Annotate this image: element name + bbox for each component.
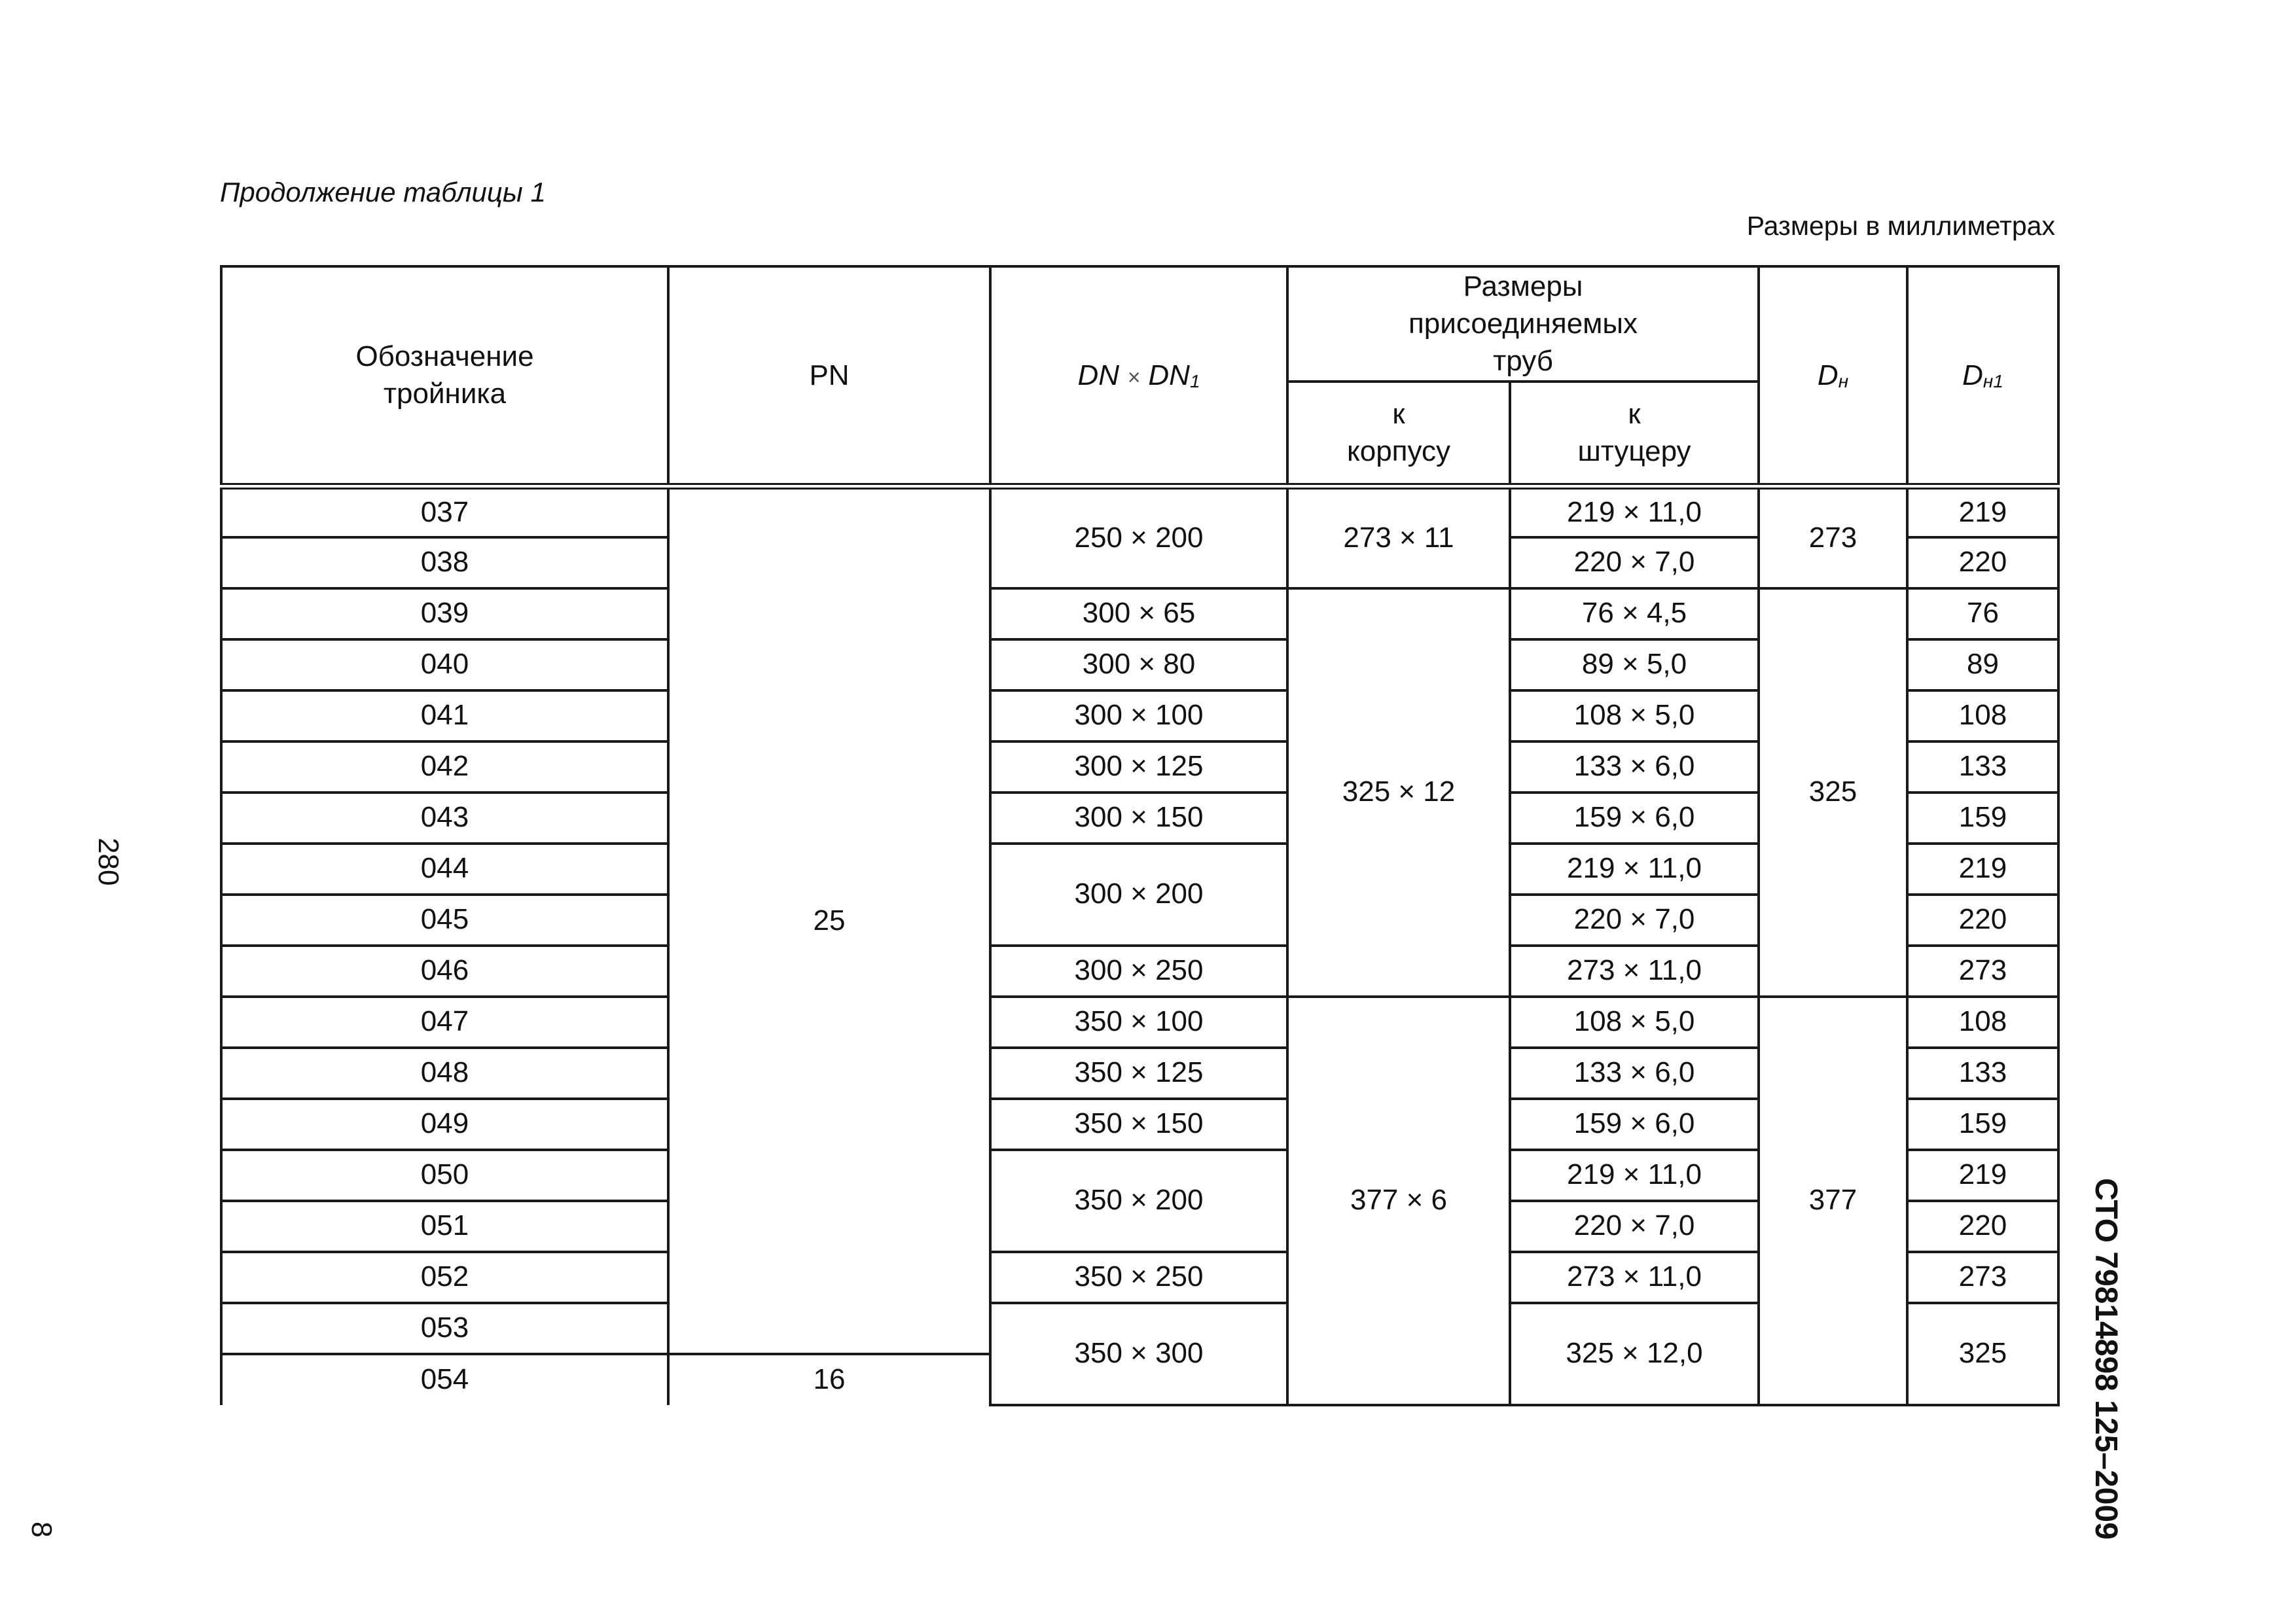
fitting-pipe-cell: 76 × 4,5 <box>1510 588 1759 639</box>
fitting-pipe-cell: 273 × 11,0 <box>1510 1252 1759 1303</box>
fitting-pipe-cell: 219 × 11,0 <box>1510 844 1759 895</box>
page-number: 280 <box>92 838 124 886</box>
designation-cell: 037 <box>221 486 668 537</box>
dh1-cell: 220 <box>1907 1201 2058 1252</box>
header-dn-branch: DN <box>1148 359 1190 391</box>
body-pipe-cell: 325 × 12 <box>1287 588 1510 997</box>
dh1-cell: 219 <box>1907 486 2058 537</box>
designation-cell: 041 <box>221 690 668 741</box>
header-designation: Обозначение тройника <box>221 266 668 486</box>
designation-cell: 047 <box>221 997 668 1048</box>
dh1-cell: 108 <box>1907 997 2058 1048</box>
dn-cell: 350 × 150 <box>990 1099 1287 1150</box>
designation-cell: 051 <box>221 1201 668 1252</box>
page-number-inner: 8 <box>26 1522 58 1538</box>
fitting-pipe-cell: 133 × 6,0 <box>1510 741 1759 793</box>
fitting-pipe-cell: 220 × 7,0 <box>1510 1201 1759 1252</box>
designation-cell: 049 <box>221 1099 668 1150</box>
table-body <box>221 486 2058 1405</box>
dh1-cell: 219 <box>1907 844 2058 895</box>
table-row <box>221 997 2058 1048</box>
header-dh1-sub: н1 <box>1982 370 2003 391</box>
table-row <box>221 588 2058 639</box>
dh1-cell: 220 <box>1907 537 2058 588</box>
designation-cell: 039 <box>221 588 668 639</box>
designation-cell: 046 <box>221 946 668 997</box>
pn-cell: 25 <box>668 486 990 1354</box>
dh1-cell: 159 <box>1907 793 2058 844</box>
dh1-cell: 76 <box>1907 588 2058 639</box>
dh1-cell: 219 <box>1907 1150 2058 1201</box>
header-to-fitting: к штуцеру <box>1510 382 1759 486</box>
designation-cell: 048 <box>221 1048 668 1099</box>
header-dh1 <box>1907 266 2058 486</box>
header-dn-branch-sub: 1 <box>1189 370 1200 391</box>
fitting-pipe-cell: 108 × 5,0 <box>1510 690 1759 741</box>
dn-cell: 300 × 200 <box>990 844 1287 946</box>
fitting-pipe-cell: 159 × 6,0 <box>1510 793 1759 844</box>
header-dn-main: DN <box>1077 359 1120 391</box>
pn-cell: 16 <box>668 1354 990 1405</box>
designation-cell: 052 <box>221 1252 668 1303</box>
dn-cell: 350 × 300 <box>990 1303 1287 1405</box>
header-dh <box>1759 266 1907 486</box>
designation-cell: 043 <box>221 793 668 844</box>
fitting-pipe-cell: 325 × 12,0 <box>1510 1303 1759 1405</box>
fitting-pipe-cell: 219 × 11,0 <box>1510 1150 1759 1201</box>
designation-cell: 054 <box>221 1354 668 1405</box>
header-pipes-group: Размеры присоединяемых труб <box>1287 266 1759 382</box>
designation-cell: 044 <box>221 844 668 895</box>
header-pn: PN <box>668 266 990 486</box>
fitting-pipe-cell: 133 × 6,0 <box>1510 1048 1759 1099</box>
dh-cell: 325 <box>1759 588 1907 997</box>
dn-cell: 300 × 100 <box>990 690 1287 741</box>
dh-cell: 377 <box>1759 997 1907 1405</box>
header-dn <box>990 266 1287 486</box>
dh1-cell: 273 <box>1907 946 2058 997</box>
dn-cell: 300 × 150 <box>990 793 1287 844</box>
dn-cell: 300 × 250 <box>990 946 1287 997</box>
dn-cell: 350 × 100 <box>990 997 1287 1048</box>
dh1-cell: 325 <box>1907 1303 2058 1405</box>
body-pipe-cell: 273 × 11 <box>1287 486 1510 588</box>
fitting-pipe-cell: 273 × 11,0 <box>1510 946 1759 997</box>
fitting-pipe-cell: 220 × 7,0 <box>1510 895 1759 946</box>
body-pipe-cell: 377 × 6 <box>1287 997 1510 1405</box>
designation-cell: 045 <box>221 895 668 946</box>
fitting-pipe-cell: 89 × 5,0 <box>1510 639 1759 690</box>
fitting-pipe-cell: 220 × 7,0 <box>1510 537 1759 588</box>
dh1-cell: 133 <box>1907 1048 2058 1099</box>
header-dh-sub: н <box>1838 370 1849 391</box>
dn-cell: 350 × 250 <box>990 1252 1287 1303</box>
dn-cell: 300 × 80 <box>990 639 1287 690</box>
designation-cell: 038 <box>221 537 668 588</box>
dn-cell: 250 × 200 <box>990 486 1287 588</box>
spec-table <box>220 265 2060 1406</box>
designation-cell: 040 <box>221 639 668 690</box>
header-dh1-main: D <box>1962 359 1983 391</box>
designation-cell: 042 <box>221 741 668 793</box>
units-note: Размеры в миллиметрах <box>1746 211 2055 241</box>
header-row <box>221 266 2058 382</box>
dh1-cell: 133 <box>1907 741 2058 793</box>
dn-cell: 300 × 125 <box>990 741 1287 793</box>
header-dh-main: D <box>1817 359 1839 391</box>
header-to-body: к корпусу <box>1287 382 1510 486</box>
header-dn-times: × <box>1127 365 1141 390</box>
dh1-cell: 108 <box>1907 690 2058 741</box>
table-row <box>221 486 2058 537</box>
dh-cell: 273 <box>1759 486 1907 588</box>
dh1-cell: 220 <box>1907 895 2058 946</box>
dn-cell: 300 × 65 <box>990 588 1287 639</box>
dh1-cell: 89 <box>1907 639 2058 690</box>
dh1-cell: 159 <box>1907 1099 2058 1150</box>
designation-cell: 050 <box>221 1150 668 1201</box>
document-number: СТО 79814898 125–2009 <box>2089 1178 2123 1540</box>
designation-cell: 053 <box>221 1303 668 1354</box>
fitting-pipe-cell: 108 × 5,0 <box>1510 997 1759 1048</box>
dn-cell: 350 × 125 <box>990 1048 1287 1099</box>
dh1-cell: 273 <box>1907 1252 2058 1303</box>
fitting-pipe-cell: 159 × 6,0 <box>1510 1099 1759 1150</box>
table-caption: Продолжение таблицы 1 <box>220 177 546 207</box>
dn-cell: 350 × 200 <box>990 1150 1287 1252</box>
fitting-pipe-cell: 219 × 11,0 <box>1510 486 1759 537</box>
